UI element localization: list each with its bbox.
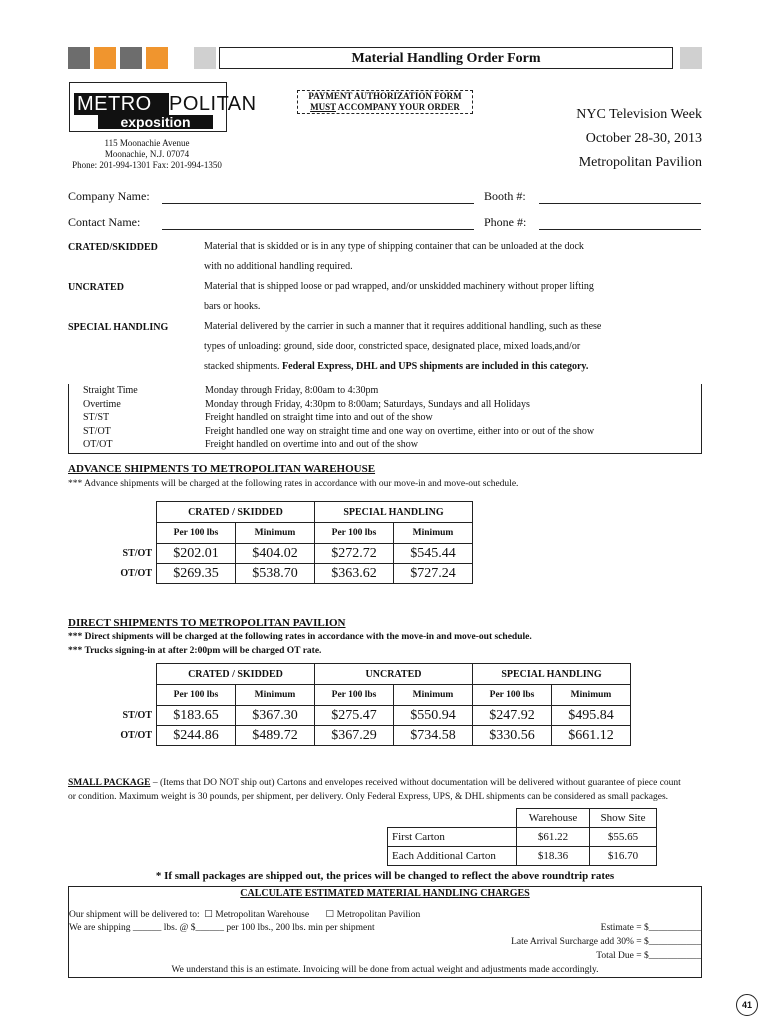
rate-cell: $367.30 (236, 706, 315, 726)
category-crated-desc: Material that is skidded or is in any type of shipping container that can be unloaded at the dock with no additional handling required. (204, 241, 584, 272)
small-package-text: SMALL PACKAGE – (Items that DO NOT ship out) Cartons and envelopes received without documentation will be delivered without guarantee of piece count or condition. Maximum weight is 30 pounds, per shipment, per delivery. Only Federal Express, UPS, & DHL shipments can be considered as small packages. (68, 778, 681, 802)
time-desc: Monday through Friday, 4:30pm to 8:00am; Saturdays, Sundays and all Holidays (205, 398, 530, 410)
payment-authorization-note (297, 90, 473, 114)
sub-header: Per 100 lbs (157, 523, 236, 544)
payment-line-2: MUST ACCOMPANY YOUR ORDER (310, 102, 460, 112)
rate-cell: $275.47 (315, 706, 394, 726)
event-venue: Metropolitan Pavilion (578, 155, 702, 170)
rate-cell: $734.58 (394, 726, 473, 746)
header-square-gray (68, 47, 90, 69)
header-square-gray (120, 47, 142, 69)
rate-cell: $363.62 (315, 564, 394, 584)
sub-header: Per 100 lbs (157, 685, 236, 706)
advance-rates-table (100, 501, 473, 584)
time-name: ST/OT (83, 425, 111, 437)
payment-line-1: PAYMENT AUTHORIZATION FORM (308, 91, 462, 101)
group-header: UNCRATED (315, 664, 473, 685)
event-dates: October 28-30, 2013 (585, 131, 702, 146)
booth-field[interactable] (539, 203, 701, 204)
late-surcharge-line[interactable]: Late Arrival Surcharge add 30% = $___________ (511, 937, 701, 947)
rate-cell: $489.72 (236, 726, 315, 746)
sub-header: Minimum (236, 685, 315, 706)
calculate-charges-box (68, 886, 702, 978)
sub-header: Minimum (236, 523, 315, 544)
category-uncrated: UNCRATED (68, 282, 124, 293)
table-row (100, 726, 631, 746)
time-desc: Freight handled on straight time into and out of the show (205, 412, 433, 424)
time-name: Overtime (83, 398, 121, 410)
checkbox-pavilion[interactable]: ☐ (325, 910, 335, 920)
address-phone: Phone: 201-994-1301 Fax: 201-994-1350 (72, 160, 222, 170)
calc-title: CALCULATE ESTIMATED MATERIAL HANDLING CHARGES (240, 888, 530, 899)
row-label: First Carton (388, 828, 517, 847)
col-header: Warehouse (517, 809, 590, 828)
page-number: 41 (736, 994, 758, 1016)
time-name: Straight Time (83, 385, 138, 396)
row-label: ST/OT (122, 548, 152, 559)
direct-note-1: *** Direct shipments will be charged at the following rates in accordance with the move-in and move-out schedule. (68, 632, 532, 642)
rate-cell: $272.72 (315, 544, 394, 564)
table-row (388, 847, 657, 866)
header-square-orange (94, 47, 116, 69)
rate-cell: $247.92 (473, 706, 552, 726)
row-label: OT/OT (120, 730, 152, 741)
checkbox-warehouse[interactable]: ☐ (204, 910, 213, 920)
rate-cell: $727.24 (394, 564, 473, 584)
sub-header: Per 100 lbs (315, 523, 394, 544)
time-desc: Freight handled on overtime into and out of the show (205, 439, 419, 451)
booth-label: Booth #: (484, 189, 526, 203)
contact-name-field[interactable] (162, 229, 474, 230)
sub-header: Minimum (552, 685, 631, 706)
rate-cell: $545.44 (394, 544, 473, 564)
rate-cell: $404.02 (236, 544, 315, 564)
sub-header: Per 100 lbs (315, 685, 394, 706)
group-header: CRATED / SKIDDED (157, 502, 315, 523)
direct-title: DIRECT SHIPMENTS TO METROPOLITAN PAVILION (68, 617, 346, 629)
address-line-2: Moonachie, N.J. 07074 (104, 149, 190, 159)
category-special-desc: Material delivered by the carrier in such a manner that it requires additional handling, such as these types of unloading: ground, side door, constricted space, designated place, mixed loads,and/or stacked shipments. Federal Express, DHL and UPS shipments are included in this category. (204, 321, 602, 372)
advance-title: ADVANCE SHIPMENTS TO METROPOLITAN WAREHOUSE (68, 463, 376, 475)
rate-cell: $550.94 (394, 706, 473, 726)
group-header: CRATED / SKIDDED (157, 664, 315, 685)
logo-exposition-text: exposition (98, 115, 213, 129)
rate-cell: $661.12 (552, 726, 631, 746)
direct-note-2: *** Trucks signing-in at after 2:00pm will be charged OT rate. (68, 646, 322, 656)
option-pavilion: Metropolitan Pavilion (336, 910, 421, 920)
time-desc: Monday through Friday, 8:00am to 4:30pm (205, 385, 379, 396)
header-square-light (194, 47, 216, 69)
phone-field[interactable] (539, 229, 701, 230)
row-label: OT/OT (120, 568, 152, 579)
rate-cell: $538.70 (236, 564, 315, 584)
price-cell: $18.36 (517, 847, 590, 866)
row-label: Each Additional Carton (388, 847, 517, 866)
price-cell: $55.65 (590, 828, 657, 847)
form-title: Material Handling Order Form (219, 47, 673, 69)
company-name-field[interactable] (162, 203, 474, 204)
small-package-table (387, 808, 657, 866)
time-desc: Freight handled one way on straight time and one way on overtime, either into or out of the show (205, 425, 595, 437)
sub-header: Minimum (394, 685, 473, 706)
event-name: NYC Television Week (576, 107, 702, 122)
logo-metro-text: METRO (74, 93, 169, 115)
table-row (388, 828, 657, 847)
deliver-label: Our shipment will be delivered to: (69, 910, 200, 920)
col-header: Show Site (590, 809, 657, 828)
group-header: SPECIAL HANDLING (315, 502, 473, 523)
category-uncrated-desc: Material that is shipped loose or pad wrapped, and/or unskidded machinery without proper lifting bars or hooks. (204, 281, 594, 312)
header-square-light (680, 47, 702, 69)
table-row (100, 544, 473, 564)
row-label: ST/OT (122, 710, 152, 721)
metropolitan-logo (69, 82, 257, 132)
payment-must: MUST (310, 102, 336, 112)
rate-cell: $495.84 (552, 706, 631, 726)
address-block (62, 138, 232, 171)
small-package-footnote: * If small packages are shipped out, the prices will be changed to reflect the above roundtrip rates (155, 870, 615, 882)
total-due-line[interactable]: Total Due = $___________ (596, 951, 701, 961)
company-name-label: Company Name: (68, 189, 150, 203)
rate-cell: $183.65 (157, 706, 236, 726)
group-header: SPECIAL HANDLING (473, 664, 631, 685)
estimate-line[interactable]: Estimate = $___________ (600, 923, 701, 933)
category-special: SPECIAL HANDLING (68, 322, 169, 333)
rate-cell: $244.86 (157, 726, 236, 746)
time-name: ST/ST (83, 412, 110, 424)
table-row (100, 706, 631, 726)
sub-header: Per 100 lbs (473, 685, 552, 706)
disclaimer: We understand this is an estimate. Invoicing will be done from actual weight and adjustments made accordingly. (171, 965, 599, 975)
logo-politan-text: POLITAN (169, 93, 257, 115)
rate-cell: $269.35 (157, 564, 236, 584)
contact-name-label: Contact Name: (68, 215, 141, 229)
phone-label: Phone #: (484, 215, 527, 229)
table-row (100, 564, 473, 584)
header-square-orange (146, 47, 168, 69)
category-crated: CRATED/SKIDDED (68, 242, 158, 253)
price-cell: $61.22 (517, 828, 590, 847)
advance-note: *** Advance shipments will be charged at the following rates in accordance with our move-in and move-out schedule. (68, 479, 519, 489)
time-definitions (68, 384, 702, 454)
shipping-line[interactable]: We are shipping ______ lbs. @ $______ per 100 lbs., 200 lbs. min per shipment (69, 923, 375, 933)
address-line-1: 115 Moonachie Avenue (104, 138, 190, 148)
small-package-title: SMALL PACKAGE (68, 778, 151, 788)
time-name: OT/OT (83, 439, 113, 451)
rate-cell: $330.56 (473, 726, 552, 746)
direct-rates-table (100, 663, 631, 746)
sub-header: Minimum (394, 523, 473, 544)
rate-cell: $367.29 (315, 726, 394, 746)
option-warehouse: Metropolitan Warehouse (215, 910, 310, 920)
price-cell: $16.70 (590, 847, 657, 866)
rate-cell: $202.01 (157, 544, 236, 564)
